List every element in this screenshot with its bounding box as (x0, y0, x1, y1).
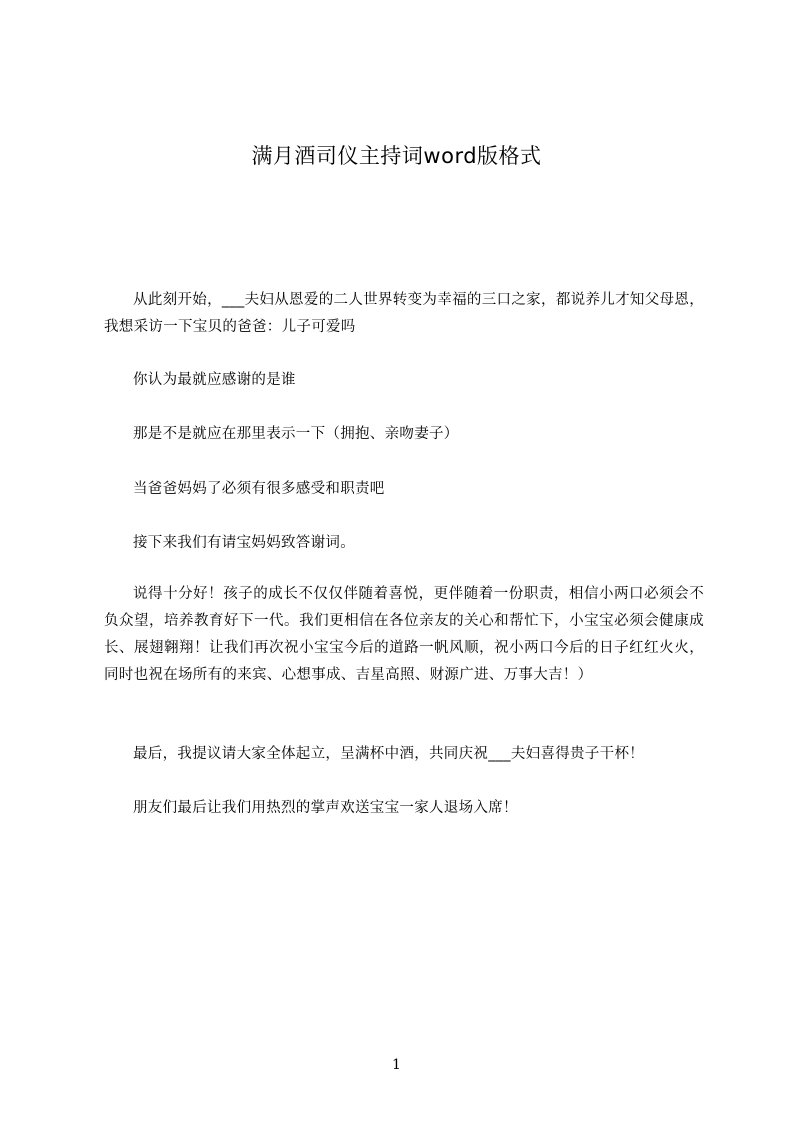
paragraph-text: 说得十分好！孩子的成长不仅仅伴随着喜悦，更伴随着一份职责，相信小两口必须会不负众望，培养教育好下一代。我们更相信在各位亲友的关心和帮忙下，小宝宝必须会健康成长、展翅翱翔！让我们再次祝小宝宝今后的道路一帆风顺，祝小两口今后的日子红红火火，同时也祝在场所有的来宾、心想事成、吉星高照、财源广进、万事大吉！） (104, 586, 704, 683)
paragraph-text: 朋友们最后让我们用热烈的掌声欢送宝宝一家人退场入席！ (133, 800, 518, 816)
page-number: 1 (392, 1057, 401, 1073)
paragraph-question-thanks (104, 367, 704, 394)
paragraph-text: 从此刻开始，___夫妇从恩爱的二人世界转变为幸福的三口之家，都说养儿才知父母恩，我想采访一下宝贝的爸爸：儿子可爱吗 (104, 292, 704, 335)
paragraph-embrace (104, 421, 704, 448)
paragraph-feelings (104, 476, 704, 503)
document-title: 满月酒司仪主持词word版格式 (251, 144, 542, 168)
paragraph-blessings (104, 581, 704, 689)
paragraph-toast (104, 741, 704, 768)
paragraph-interview-intro (104, 287, 704, 341)
paragraph-text: 接下来我们有请宝妈妈致答谢词。 (133, 535, 355, 551)
paragraph-text: 那是不是就应在那里表示一下（拥抱、亲吻妻子） (133, 426, 459, 442)
paragraph-text: 你认为最就应感谢的是谁 (133, 372, 296, 388)
paragraph-farewell (104, 795, 704, 822)
paragraph-text: 最后，我提议请大家全体起立，呈满杯中酒，共同庆祝___夫妇喜得贵子干杯！ (133, 746, 645, 762)
paragraph-mother-speech (104, 530, 704, 557)
paragraph-text: 当爸爸妈妈了必须有很多感受和职责吧 (133, 481, 385, 497)
